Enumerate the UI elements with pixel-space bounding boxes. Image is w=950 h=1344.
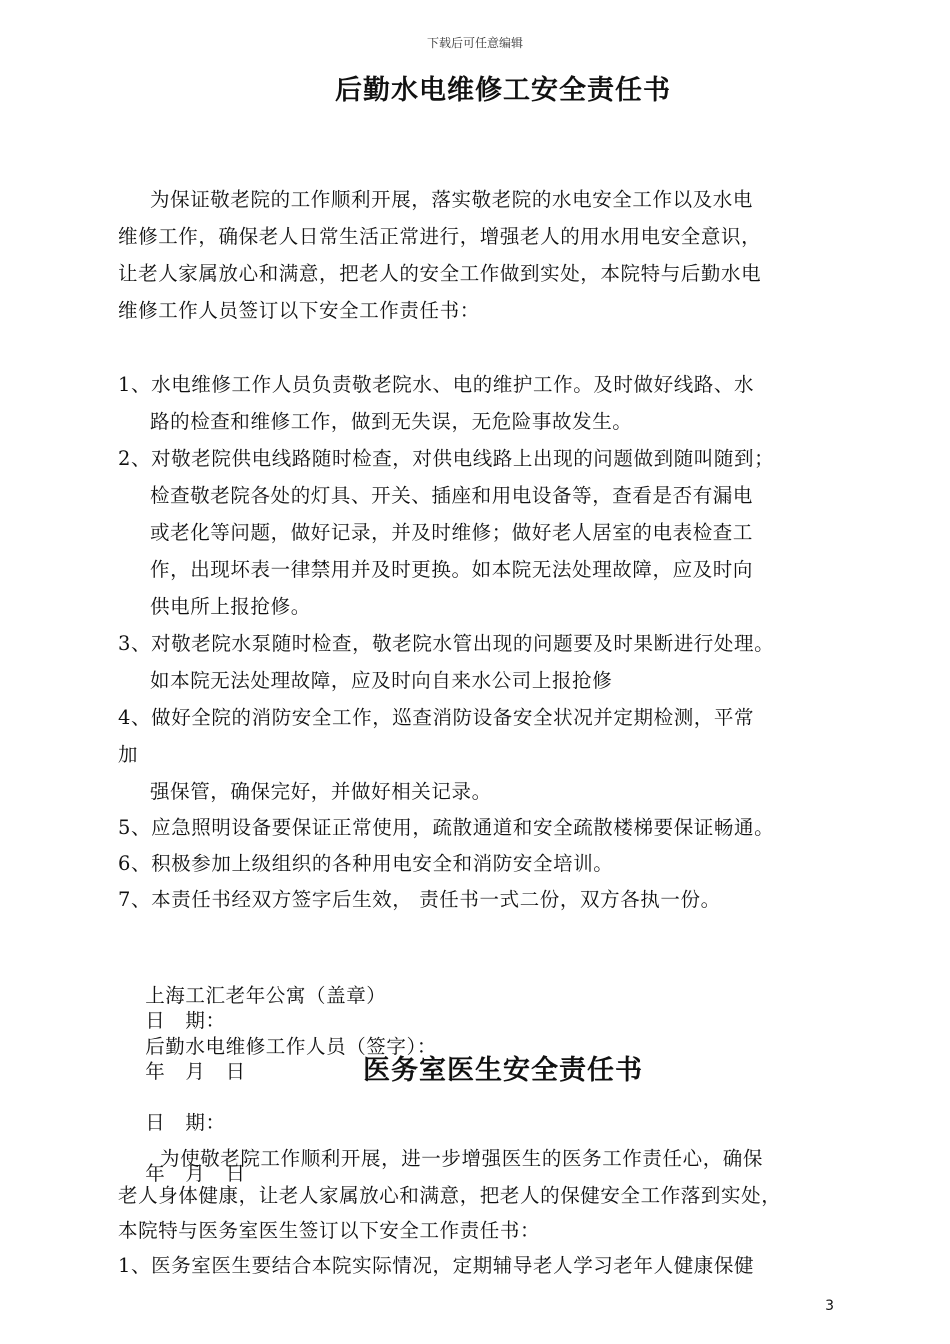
doc1-intro-line: 维修工作人员签订以下安全工作责任书： <box>118 299 480 322</box>
doc1-item-line: 路的检查和维修工作，做到无失误，无危险事故发生。 <box>150 410 633 433</box>
doc1-title: 后勤水电维修工安全责任书 <box>335 75 671 106</box>
doc1-item-line: 7、本责任书经双方签字后生效， 责任书一式二份，双方各执一份。 <box>118 888 721 911</box>
doc1-item-line: 4、做好全院的消防安全工作，巡查消防设备安全状况并定期检测，平常 <box>118 706 755 729</box>
doc1-item-line: 3、对敬老院水泵随时检查，敬老院水管出现的问题要及时果断进行处理。 <box>118 632 775 655</box>
doc2-item-line: 1、医务室医生要结合本院实际情况，定期辅导老人学习老年人健康保健 <box>118 1254 755 1277</box>
doc1-item-line: 或老化等问题，做好记录，并及时维修；做好老人居室的电表检查工 <box>150 521 754 544</box>
date-label-a: 日 期： <box>145 1009 226 1032</box>
signature-date-row <box>118 982 246 1209</box>
doc1-item-line: 6、积极参加上级组织的各种用电安全和消防安全培训。 <box>118 852 614 875</box>
doc1-item-line: 5、应急照明设备要保证正常使用，疏散通道和安全疏散楼梯要保证畅通。 <box>118 816 775 839</box>
date-ymd-b: 年 月 日 <box>145 1162 246 1185</box>
doc1-item-line: 强保管，确保完好，并做好相关记录。 <box>150 780 492 803</box>
signature-party-a: 上海工汇老年公寓（盖章） <box>145 984 387 1007</box>
doc1-intro-line: 为保证敬老院的工作顺利开展，落实敬老院的水电安全工作以及水电 <box>150 188 754 211</box>
page-number: 3 <box>825 1298 834 1314</box>
doc1-item-line: 2、对敬老院供电线路随时检查，对供电线路上出现的问题做到随叫随到； <box>118 447 775 470</box>
doc1-intro-line: 让老人家属放心和满意，把老人的安全工作做到实处，本院特与后勤水电 <box>118 262 762 285</box>
doc2-intro-line: 为使敬老院工作顺利开展，进一步增强医生的医务工作责任心，确保 <box>160 1147 764 1170</box>
header-note: 下载后可任意编辑 <box>426 36 523 50</box>
signature-party-b: 后勤水电维修工作人员（签字）： <box>145 1035 437 1058</box>
doc1-item-line: 作，出现坏表一律禁用并及时更换。如本院无法处理故障，应及时向 <box>150 558 754 581</box>
doc1-intro-line: 维修工作，确保老人日常生活正常进行，增强老人的用水用电安全意识， <box>118 225 762 248</box>
doc2-intro-line: 老人身体健康，让老人家属放心和满意，把老人的保健安全工作落到实处， <box>118 1184 782 1207</box>
doc2-title: 医务室医生安全责任书 <box>363 1055 643 1086</box>
doc1-item-line: 检查敬老院各处的灯具、开关、插座和用电设备等，查看是否有漏电 <box>150 484 754 507</box>
date-label-b: 日 期： <box>145 1111 226 1134</box>
doc1-item-line: 加 <box>118 743 139 766</box>
doc2-intro-line: 本院特与医务室医生签订以下安全工作责任书： <box>118 1219 541 1242</box>
doc1-item-line: 1、水电维修工作人员负责敬老院水、电的维护工作。及时做好线路、水 <box>118 373 755 396</box>
doc1-item-line: 如本院无法处理故障，应及时向自来水公司上报抢修 <box>150 669 613 692</box>
doc1-item-line: 供电所上报抢修。 <box>150 595 311 618</box>
date-ymd-a: 年 月 日 <box>145 1060 246 1083</box>
